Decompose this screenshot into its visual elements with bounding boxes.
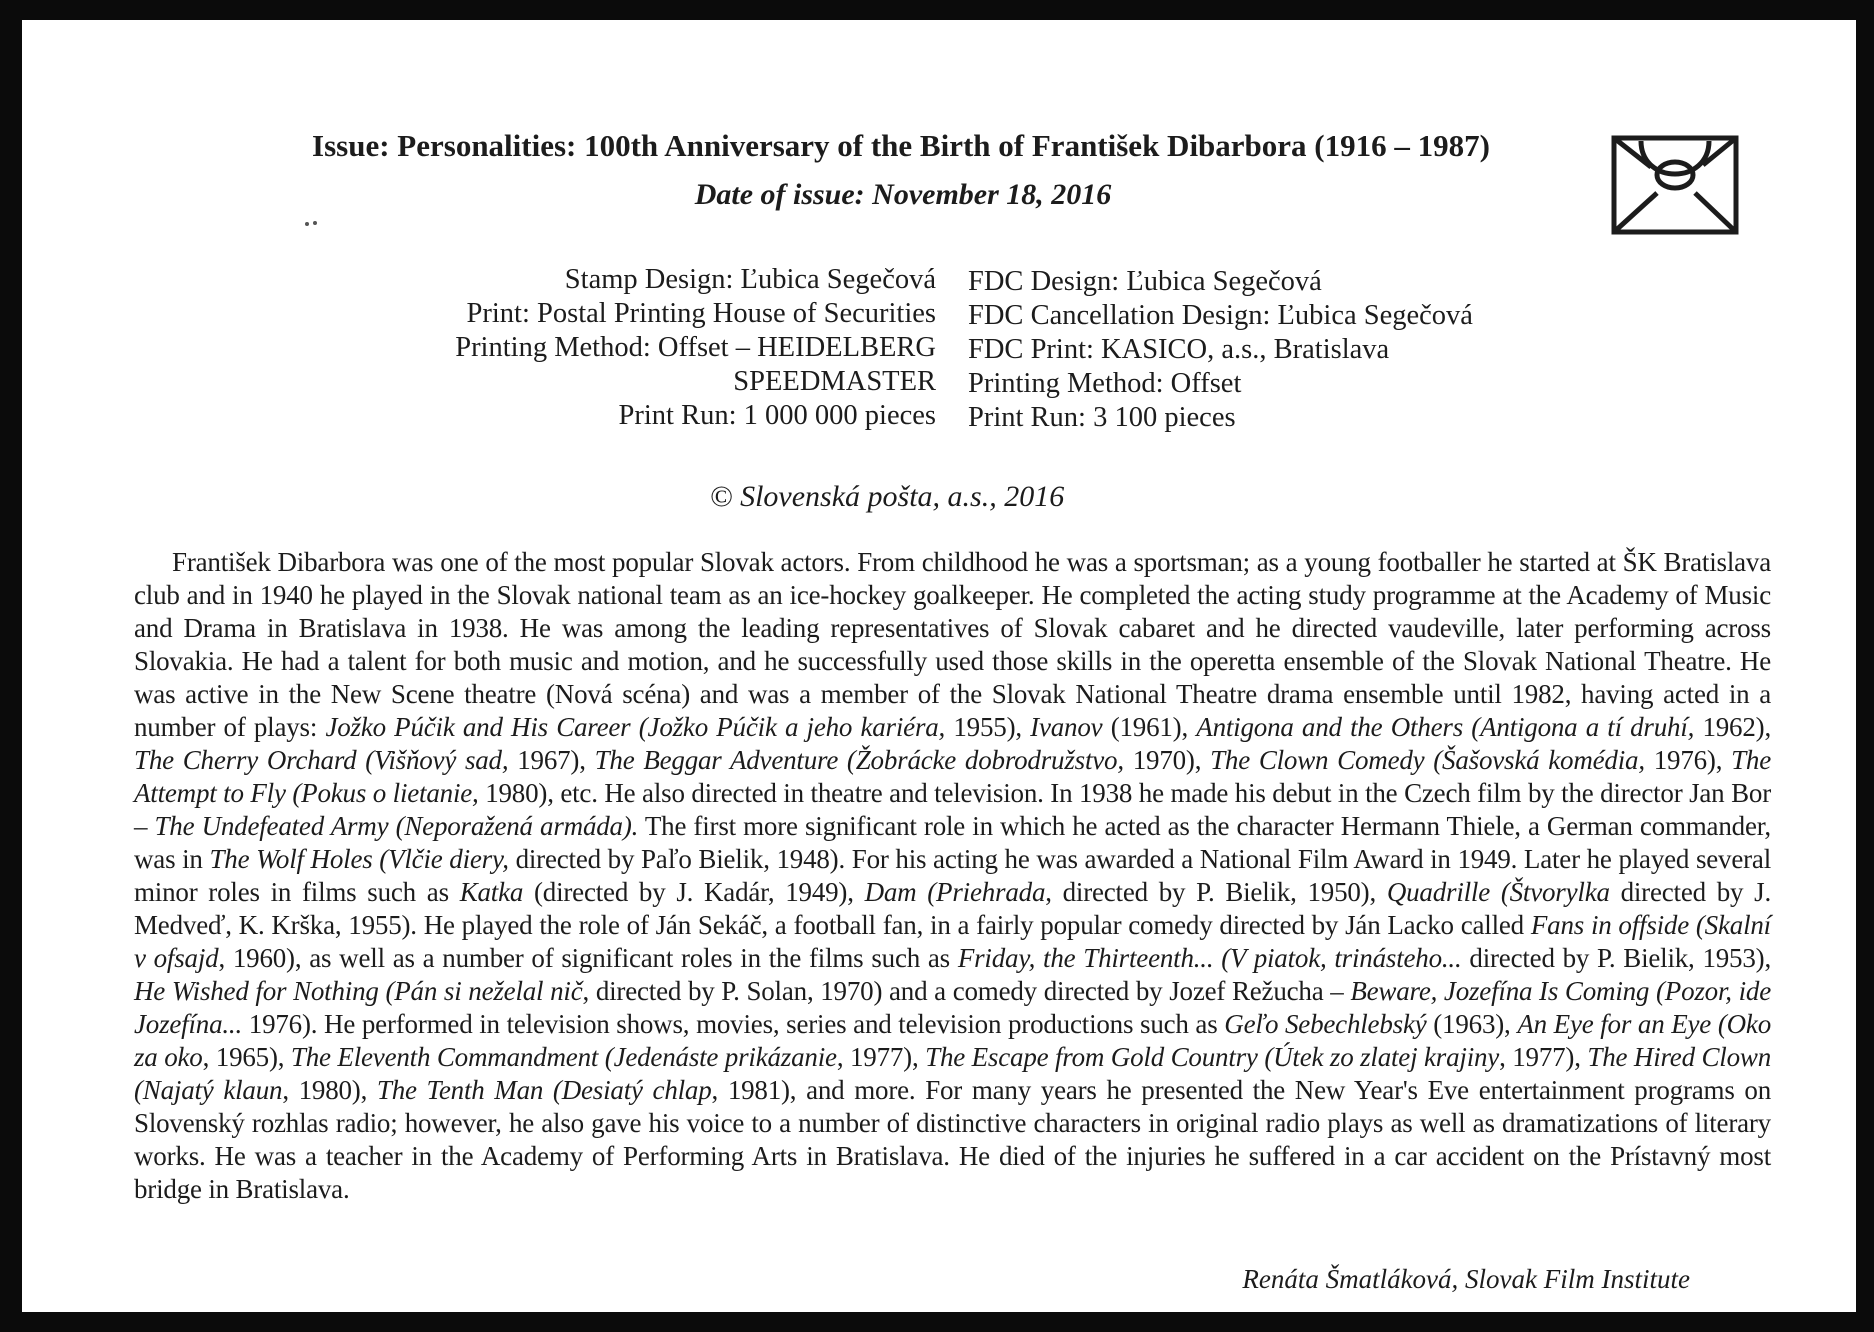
issue-date: Date of issue: November 18, 2016 <box>694 178 1112 211</box>
fdc-credit-line: FDC Cancellation Design: Ľubica Segečová <box>968 300 1473 331</box>
fdc-credit-line: Printing Method: Offset <box>968 368 1242 399</box>
stamp-credit-line: Print Run: 1 000 000 pieces <box>618 400 936 431</box>
biography-paragraph <box>134 546 1771 1206</box>
stamp-credit-line: Print: Postal Printing House of Securities <box>466 298 936 329</box>
body-text-run: 1970), <box>1123 745 1211 775</box>
body-text-run: directed by P. Bielik, 1953), <box>1461 943 1771 973</box>
stamp-credit-line: Printing Method: Offset – HEIDELBERG <box>455 332 936 363</box>
fdc-credit-line: FDC Design: Ľubica Segečová <box>968 266 1322 297</box>
stamp-credits <box>455 263 936 433</box>
body-text-run: , 1980), <box>282 1075 377 1105</box>
work-title: The Tenth Man (Desiatý chlap <box>376 1075 712 1105</box>
body-text-run: (1961), <box>1102 712 1197 742</box>
work-title: Dam (Priehrada <box>864 877 1046 907</box>
work-title: Friday, the Thirteenth... (V piatok, trinásteho... <box>957 943 1462 973</box>
body-text-run: directed by J. Medveď, K. Krška, 1955). He played the role of Ján Sekáč, a football fan, in a fairly popular comedy directed by Ján Lacko called <box>134 877 1771 940</box>
post-horn-envelope-icon <box>1611 135 1739 235</box>
work-title: Jožko Púčik and His Career (Jožko Púčik a jeho kariéra, <box>325 712 946 742</box>
work-title: Antigona and the Others (Antigona a tí druhí, <box>1196 712 1695 742</box>
body-text-run: , 1977), <box>836 1042 926 1072</box>
work-title: The Beggar Adventure (Žobrácke dobrodružstvo, <box>594 745 1124 775</box>
body-text-run: František Dibarbora was one of the most popular Slovak actors. From childhood he was a sportsman; as a young footballer he started at ŠK Bratislava club and in 1940 he played in the Slovak national team as an ice-hockey goalkeeper. He completed the acting study programme at the Academy of Music and Drama in Bratislava in 1938. He was among the leading representatives of Slovak cabaret and he directed vaudeville, later performing across Slovakia. He had a talent for both music and motion, and he successfully used those skills in the operetta ensemble of the Slovak National Theatre. He was active in the New Scene theatre (Nová scéna) and was a member of the Slovak National Theatre drama ensemble until 1982, having acted in a number of plays: <box>134 547 1771 742</box>
stamp-credit-line: SPEEDMASTER <box>733 366 936 397</box>
work-title: Quadrille (Štvorylka <box>1386 877 1610 907</box>
body-text-run: 1980), etc. He also directed in theatre and television. In 1938 he made his debut in the Czech film by the director Jan Bor – <box>134 778 1771 841</box>
work-title: The Escape from Gold Country (Útek zo zlatej krajiny <box>925 1042 1500 1072</box>
work-title: Katka <box>459 877 524 907</box>
work-title: The Clown Comedy (Šašovská komédia, <box>1210 745 1645 775</box>
work-title: The Hired Clown (Najatý klaun <box>134 1042 1772 1105</box>
body-text-run: , 1981), and more. For many years he presented the New Year's Eve entertainment programs on Slovenský rozhlas radio; however, he also gave his voice to a number of distinctive characters in original radio plays as well as dramatizations of literary works. He was a teacher in the Academy of Performing Arts in Bratislava. He died of the injuries he suffered in a car accident on the Prístavný most bridge in Bratislava. <box>134 1075 1771 1204</box>
work-title: An Eye for an Eye (Oko za oko <box>134 1009 1771 1072</box>
work-title: Fans in offside (Skalní v ofsajd <box>134 910 1771 973</box>
author-signature: Renáta Šmatláková, Slovak Film Institute <box>1242 1264 1690 1294</box>
work-title: The Cherry Orchard (Višňový sad, <box>134 745 509 775</box>
body-text-run: (directed by J. Kadár, 1949), <box>523 877 865 907</box>
work-title: He Wished for Nothing (Pán si neželal nič <box>134 976 583 1006</box>
work-title: The Eleventh Commandment (Jedenáste prikázanie <box>290 1042 837 1072</box>
body-text-run: , 1960), as well as a number of significant roles in the films such as <box>218 943 958 973</box>
body-text-run: , 1977), <box>1499 1042 1588 1072</box>
work-title: The Attempt to Fly (Pokus o lietanie, <box>134 745 1771 808</box>
body-text-run: The first more significant role in which he acted as the character Hermann Thiele, a German commander, was in <box>134 811 1771 874</box>
body-text-run: (1963), <box>1426 1009 1518 1039</box>
work-title: Ivanov <box>1030 712 1103 742</box>
body-text-run: , directed by P. Solan, 1970) and a comedy directed by Jozef Režucha – <box>582 976 1351 1006</box>
copyright-line: © Slovenská pošta, a.s., 2016 <box>709 480 1065 513</box>
body-text-run: , 1965), <box>202 1042 291 1072</box>
body-text-run: 1962), <box>1694 712 1771 742</box>
fdc-credit-line: FDC Print: KASICO, a.s., Bratislava <box>968 334 1390 365</box>
body-text-run: 1976). He performed in television shows, movies, series and television productions such as <box>242 1009 1225 1039</box>
work-title: The Wolf Holes (Vlčie diery, <box>209 844 509 874</box>
document-card <box>22 20 1856 1312</box>
body-text-run: 1976), <box>1644 745 1732 775</box>
stamp-credit-line: Stamp Design: Ľubica Segečová <box>564 264 936 295</box>
body-text-run: 1967), <box>508 745 595 775</box>
body-text-run: , directed by P. Bielik, 1950), <box>1045 877 1387 907</box>
body-text-run: 1955), <box>945 712 1031 742</box>
speck-marks <box>303 220 323 228</box>
body-text-run: directed by Paľo Bielik, 1948). For his acting he was awarded a National Film Award in 1949. Later he played several minor roles in films such as <box>134 844 1771 907</box>
work-title: The Undefeated Army (Neporažená armáda). <box>154 811 639 841</box>
work-title: Geľo Sebechlebský <box>1224 1009 1427 1039</box>
issue-title: Issue: Personalities: 100th Anniversary of the Birth of František Dibarbora (1916 – 1987) <box>312 128 1490 163</box>
fdc-credit-line: Print Run: 3 100 pieces <box>968 402 1236 433</box>
fdc-credits <box>968 265 1473 435</box>
work-title: Beware, Jozefína Is Coming (Pozor, ide Jozefína... <box>134 976 1771 1039</box>
